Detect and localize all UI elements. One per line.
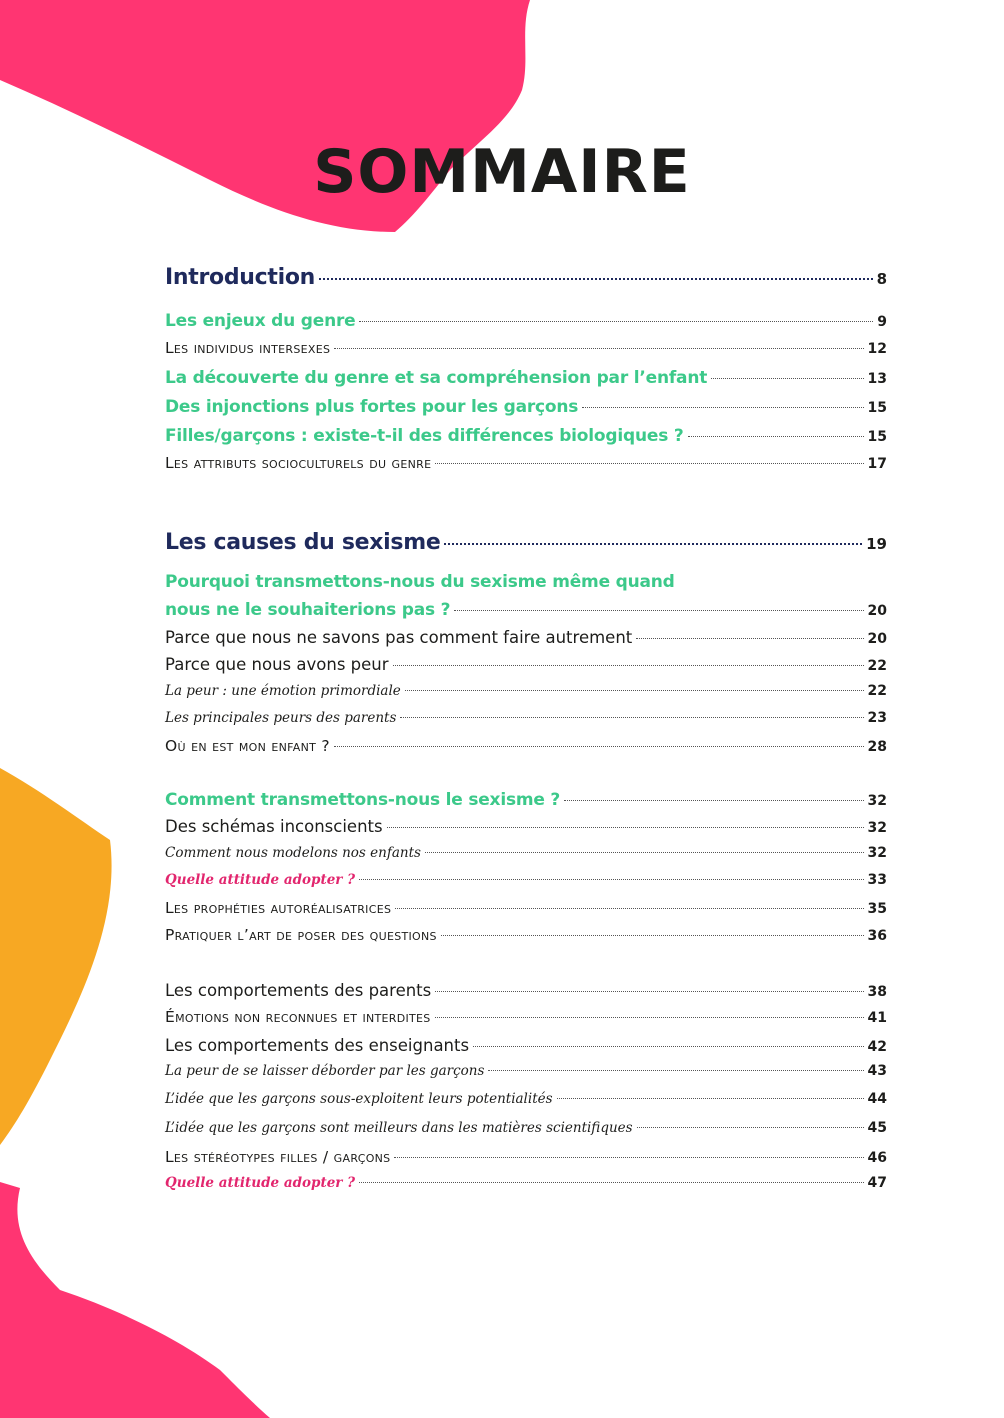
toc-page-number: 36 xyxy=(867,928,887,944)
dot-leader xyxy=(564,800,863,801)
dot-leader xyxy=(435,991,863,992)
toc-label: Parce que nous ne savons pas comment faire autrement xyxy=(165,628,633,647)
dot-leader xyxy=(359,321,873,322)
dot-leader xyxy=(394,1157,863,1158)
dot-leader xyxy=(637,1127,864,1128)
toc-label: Comment nous modelons nos enfants xyxy=(165,845,421,861)
toc-label: Comment transmettons-nous le sexisme ? xyxy=(165,790,561,810)
toc-label: L’idée que les garçons sont meilleurs dans les matières scientifiques xyxy=(165,1120,633,1136)
toc-label: Les individus intersexes xyxy=(165,339,331,357)
dot-leader xyxy=(636,638,863,639)
toc-entry[interactable] xyxy=(165,710,887,726)
toc-entry[interactable] xyxy=(165,683,887,699)
toc-page-number: 32 xyxy=(867,820,887,836)
toc-entry[interactable] xyxy=(165,1120,887,1136)
dot-leader xyxy=(582,407,863,408)
dot-leader xyxy=(359,879,864,880)
toc-entry[interactable] xyxy=(165,1036,887,1055)
toc-label: Les comportements des parents xyxy=(165,981,432,1000)
toc-entry[interactable] xyxy=(165,655,887,674)
toc-entry[interactable] xyxy=(165,737,887,755)
toc-page-number: 33 xyxy=(867,872,887,888)
toc-entry[interactable] xyxy=(165,339,887,357)
toc-label: Parce que nous avons peur xyxy=(165,655,389,674)
dot-leader xyxy=(435,463,863,464)
toc-label: Quelle attitude adopter ? xyxy=(165,872,356,888)
toc-page-number: 32 xyxy=(867,845,887,861)
toc-section[interactable] xyxy=(165,426,887,446)
dot-leader xyxy=(400,717,863,718)
toc-page-number: 41 xyxy=(867,1010,887,1026)
toc-entry[interactable] xyxy=(165,872,887,888)
toc-entry[interactable] xyxy=(165,981,887,1000)
dot-leader xyxy=(425,852,864,853)
toc-page-number: 17 xyxy=(867,456,887,472)
toc-entry[interactable] xyxy=(165,1175,887,1191)
toc-label: Filles/garçons : existe-t-il des différences biologiques ? xyxy=(165,426,684,446)
toc-section[interactable] xyxy=(165,368,887,388)
toc-page-number: 47 xyxy=(867,1175,887,1191)
toc-entry[interactable] xyxy=(165,1091,887,1107)
toc-label: Les comportements des enseignants xyxy=(165,1036,470,1055)
dot-leader xyxy=(557,1098,864,1099)
toc-page-number: 43 xyxy=(867,1063,887,1079)
toc-label: La peur : une émotion primordiale xyxy=(165,683,401,699)
toc-label: Où en est mon enfant ? xyxy=(165,737,330,755)
dot-leader xyxy=(473,1046,863,1047)
toc-page-number: 19 xyxy=(866,535,887,553)
toc-page-number: 23 xyxy=(867,710,887,726)
toc-label: Les enjeux du genre xyxy=(165,311,356,331)
toc-section[interactable] xyxy=(165,790,887,810)
dot-leader xyxy=(334,746,864,747)
dot-leader xyxy=(387,827,864,828)
toc-page-number: 12 xyxy=(867,341,887,357)
toc-label: Quelle attitude adopter ? xyxy=(165,1175,356,1191)
toc-entry[interactable] xyxy=(165,926,887,944)
dot-leader xyxy=(444,543,862,545)
toc-entry[interactable] xyxy=(165,1063,887,1079)
toc-page-number: 42 xyxy=(867,1039,887,1055)
toc-entry[interactable] xyxy=(165,845,887,861)
toc-page-number: 22 xyxy=(867,683,887,699)
toc-page-number: 15 xyxy=(867,429,887,445)
toc-page-number: 32 xyxy=(867,793,887,809)
dot-leader xyxy=(435,1017,864,1018)
toc-page-number: 9 xyxy=(877,314,887,330)
toc-entry[interactable] xyxy=(165,1008,887,1026)
toc-section[interactable] xyxy=(165,311,887,331)
dot-leader xyxy=(359,1182,864,1183)
toc-label: Les stéréotypes filles / garçons xyxy=(165,1148,391,1166)
toc-page-number: 44 xyxy=(867,1091,887,1107)
toc-page-number: 13 xyxy=(867,371,887,387)
toc-label: Les attributs socioculturels du genre xyxy=(165,454,432,472)
toc-page-number: 20 xyxy=(867,603,887,619)
toc-label: Introduction xyxy=(165,265,316,290)
toc-page-number: 20 xyxy=(867,631,887,647)
toc-section[interactable] xyxy=(165,397,887,417)
dot-leader xyxy=(393,665,864,666)
toc-page-number: 45 xyxy=(867,1120,887,1136)
toc-section[interactable] xyxy=(165,600,887,620)
toc-entry[interactable] xyxy=(165,899,887,917)
dot-leader xyxy=(454,610,863,611)
dot-leader xyxy=(395,908,863,909)
toc-label: Les prophéties autoréalisatrices xyxy=(165,899,392,917)
dot-leader xyxy=(334,348,863,349)
toc-entry[interactable] xyxy=(165,628,887,647)
dot-leader xyxy=(441,935,864,936)
dot-leader xyxy=(405,690,864,691)
toc-page-number: 15 xyxy=(867,400,887,416)
toc-page-number: 38 xyxy=(867,984,887,1000)
toc-entry[interactable] xyxy=(165,817,887,836)
toc-label: L’idée que les garçons sous-exploitent leurs potentialités xyxy=(165,1091,553,1107)
dot-leader xyxy=(711,378,863,379)
page-title: SOMMAIRE xyxy=(313,137,691,207)
toc-page-number: 8 xyxy=(876,270,887,288)
toc-label: nous ne le souhaiterions pas ? xyxy=(165,600,451,620)
toc-part[interactable] xyxy=(165,265,887,290)
toc-page-number: 35 xyxy=(867,901,887,917)
toc-section-line[interactable]: Pourquoi transmettons-nous du sexisme même quand xyxy=(165,572,675,592)
toc-label: Des injonctions plus fortes pour les garçons xyxy=(165,397,579,417)
toc-page-number: 22 xyxy=(867,658,887,674)
toc-entry[interactable] xyxy=(165,454,887,472)
toc-label: La découverte du genre et sa compréhension par l’enfant xyxy=(165,368,708,388)
dot-leader xyxy=(488,1070,863,1071)
toc-label: Les principales peurs des parents xyxy=(165,710,397,726)
toc-page-number: 28 xyxy=(867,739,887,755)
toc-label: La peur de se laisser déborder par les garçons xyxy=(165,1063,485,1079)
toc-entry[interactable] xyxy=(165,1148,887,1166)
toc-part[interactable] xyxy=(165,530,887,555)
toc-label: Émotions non reconnues et interdites xyxy=(165,1008,431,1026)
toc-label: Les causes du sexisme xyxy=(165,530,441,555)
toc-page-number: 46 xyxy=(867,1150,887,1166)
dot-leader xyxy=(688,436,864,437)
toc-label: Pratiquer l’art de poser des questions xyxy=(165,926,437,944)
toc-label: Des schémas inconscients xyxy=(165,817,383,836)
dot-leader xyxy=(319,278,873,280)
